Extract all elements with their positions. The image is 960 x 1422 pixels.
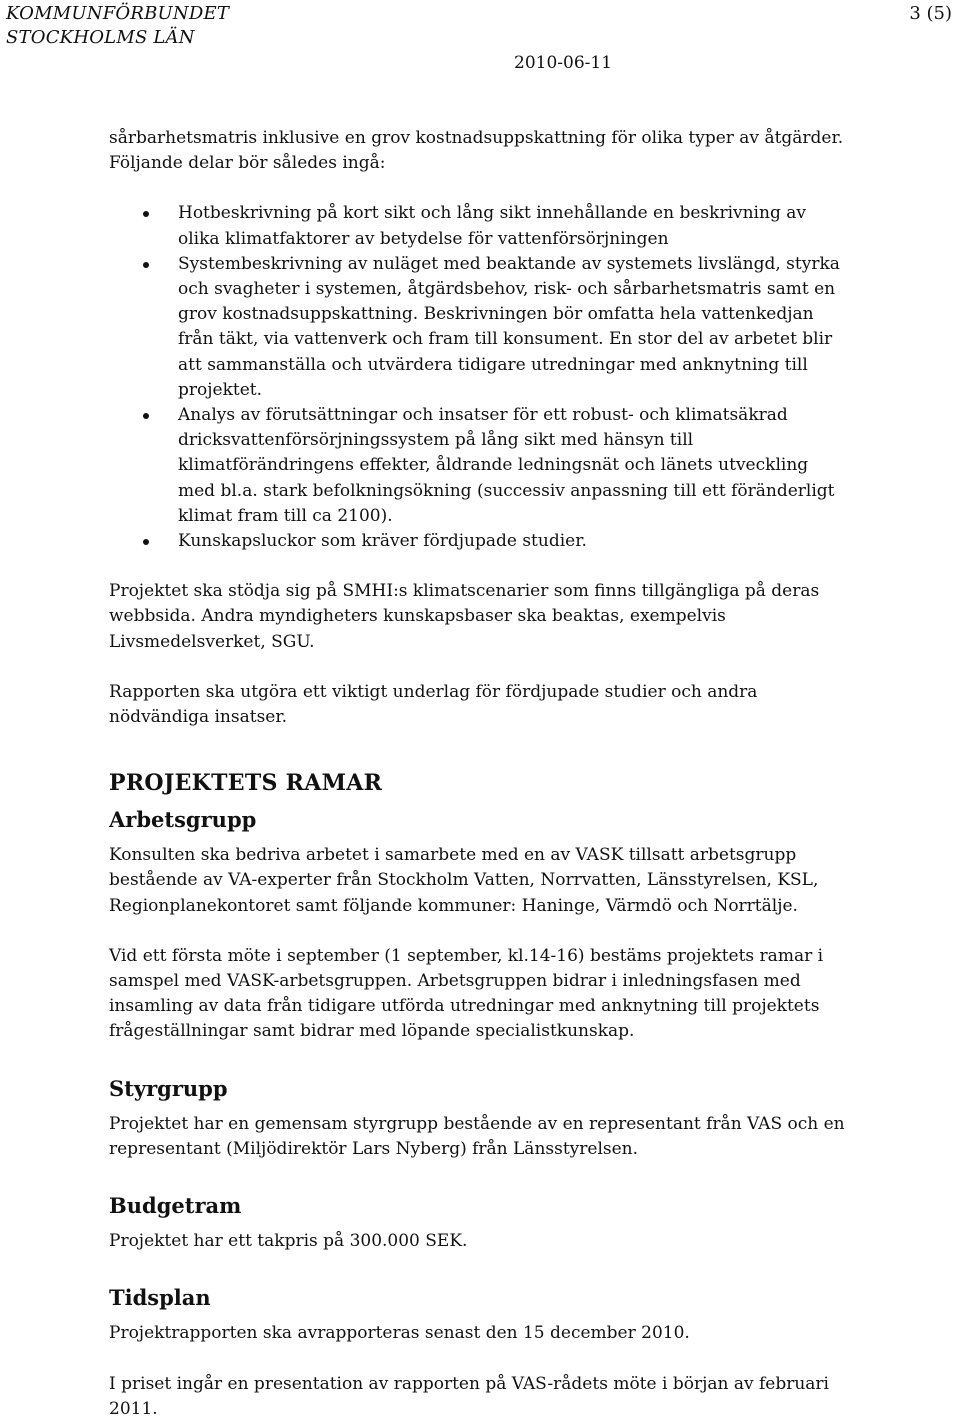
list-item — [178, 403, 849, 529]
list-item-text: Systembeskrivning av nuläget med beaktande av systemets livslängd, styrka och svagheter i systemen, åtgärdsbehov, risk- och sårbarhetsmatris samt en grov kostnadsuppskattning. Beskrivningen bör omfatta hela vattenkedjan från täkt, via vattenverk och fram till konsument. En stor del av arbetet blir att sammanställa och utvärdera tidigare utredningar med anknytning till projektet. — [178, 253, 840, 400]
paragraph-gap — [109, 919, 849, 944]
document-date: 2010-06-11 — [514, 53, 613, 73]
list-item-text: Analys av förutsättningar och insatser för ett robust- och klimatsäkrad dricksvattenförsörjningssystem på lång sikt med hänsyn till klimatförändringens effekter, åldrande ledningsnät och länets utveckling med bl.a. stark befolkningsökning (successiv anpassning till ett föränderligt klimat fram till ca 2100). — [178, 405, 835, 526]
heading-tidsplan: Tidsplan — [109, 1285, 211, 1311]
paragraph-rapport: Rapporten ska utgöra ett viktigt underlag för fördjupade studier och andra nödvändiga insatser. — [109, 681, 758, 728]
header-org-line2: STOCKHOLMS LÄN — [6, 27, 195, 48]
document-body — [109, 126, 849, 1422]
list-item — [178, 201, 849, 251]
list-item-text: Kunskapsluckor som kräver fördjupade studier. — [178, 531, 587, 552]
paragraph-gap — [109, 655, 849, 680]
bullet-list — [109, 201, 849, 554]
section-title: PROJEKTETS RAMAR — [109, 770, 383, 797]
list-item — [178, 252, 849, 403]
paragraph-budgetram: Projektet har ett takpris på 300.000 SEK. — [109, 1231, 468, 1252]
header-organization — [6, 2, 229, 50]
paragraph-tidsplan-2: I priset ingår en presentation av rapporten på VAS-rådets möte i början av februari 2011. — [109, 1373, 829, 1419]
intro-line-1: sårbarhetsmatris inklusive en grov kostnadsuppskattning för olika typer av åtgärder. — [109, 128, 844, 148]
header-org-line1: KOMMUNFÖRBUNDET — [6, 3, 230, 24]
paragraph-smhi: Projektet ska stödja sig på SMHI:s klimatscenarier som finns tillgängliga på deras webbsida. Andra myndigheters kunskapsbaser ska beaktas, exempelvis Livsmedelsverket, SGU. — [109, 581, 820, 652]
paragraph-arbetsgrupp-2: Vid ett första möte i september (1 september, kl.14-16) bestäms projektets ramar i samspel med VASK-arbetsgruppen. Arbetsgruppen bidrar i inledningsfasen med insamling av data från tidigare utförda utredningar med anknytning till projektets frågeställningar samt bidrar med löpande specialistkunskap. — [109, 945, 824, 1042]
paragraph-tidsplan-1: Projektrapporten ska avrapporteras senast den 15 december 2010. — [109, 1323, 690, 1344]
intro-line-2: Följande delar bör således ingå: — [109, 153, 386, 174]
bullet-icon — [143, 413, 149, 419]
heading-budgetram: Budgetram — [109, 1193, 242, 1219]
page-number: 3 (5) — [909, 3, 952, 24]
paragraph-arbetsgrupp-1: Konsulten ska bedriva arbetet i samarbete med en av VASK tillsatt arbetsgrupp bestående av VA-experter från Stockholm Vatten, Norrvatten, Länsstyrelsen, KSL, Regionplanekontoret samt följande kommuner: Haninge, Värmdö och Norrtälje. — [109, 845, 819, 916]
heading-styrgrupp: Styrgrupp — [109, 1075, 228, 1101]
paragraph-styrgrupp: Projektet har en gemensam styrgrupp bestående av en representant från VAS och en representant (Miljödirektör Lars Nyberg) från Länsstyrelsen. — [109, 1113, 845, 1159]
paragraph-gap — [109, 1347, 849, 1372]
list-item — [178, 529, 849, 554]
bullet-icon — [143, 211, 149, 217]
heading-arbetsgrupp: Arbetsgrupp — [109, 807, 257, 833]
bullet-icon — [143, 262, 149, 268]
list-item-text: Hotbeskrivning på kort sikt och lång sikt innehållande en beskrivning av olika klimatfaktorer av betydelse för vattenförsörjningen — [178, 203, 806, 249]
bullet-icon — [143, 539, 149, 545]
